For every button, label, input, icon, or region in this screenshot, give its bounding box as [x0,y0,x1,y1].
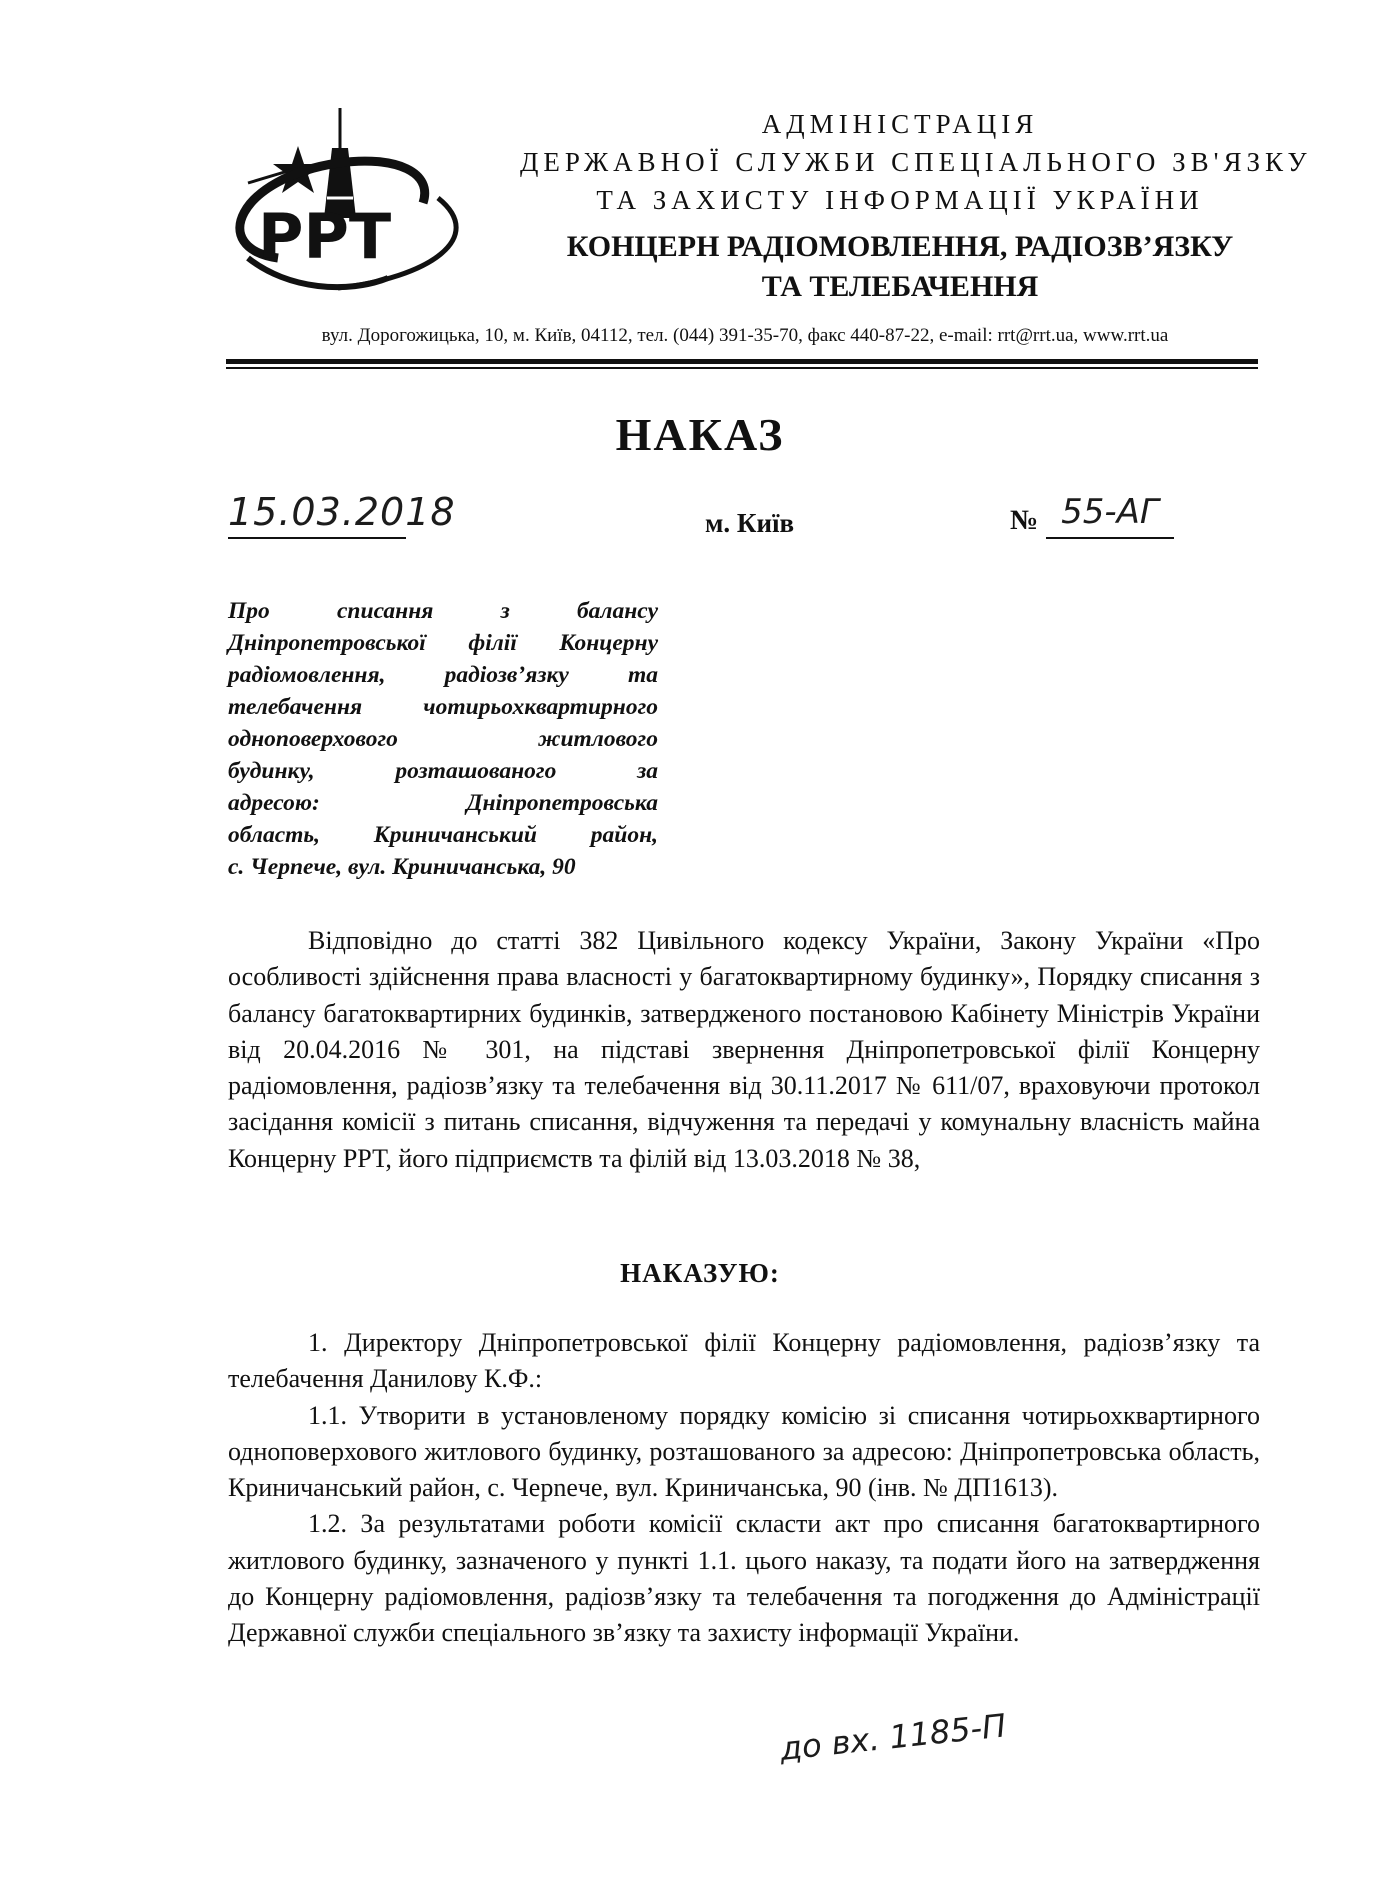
organization-header [520,105,1312,307]
subject-line: будинку, розташованого за [228,758,658,784]
subject-line: одноповерхового житлового [228,726,658,752]
order-item-1-2: 1.2. За результатами роботи комісії скласти акт про списання багатоквартирного житлового будинку, зазначеного у пункті 1.1. цього наказу, та подати його на затвердження до Концерну радіомовлення, радіозв’язку та телебачення та погодження до Адміністрації Державної служби спеціального зв’язку та захисту інформації України. [228,1509,1260,1648]
subject-line: телебачення чотирьохквартирного [228,694,658,720]
subject-line: область, Криничанський район, [228,822,658,848]
admin-line-1: АДМІНІСТРАЦІЯ [761,109,1039,139]
concern-line-2: ТА ТЕЛЕБАЧЕННЯ [761,270,1039,303]
logo-text: РРТ [258,200,392,273]
order-items [228,1325,1260,1652]
header-divider-thin [226,367,1258,369]
header-divider [226,359,1258,364]
order-subject [228,595,658,883]
order-number-label: № [1010,505,1039,536]
admin-line-3: ТА ЗАХИСТУ ІНФОРМАЦІЇ УКРАЇНИ [596,185,1204,215]
order-item-1: 1. Директору Дніпропетровської філії Концерну радіомовлення, радіозв’язку та телебачення Данилову К.Ф.: [228,1328,1260,1394]
order-item-1-1: 1.1. Утворити в установленому порядку комісію зі списання чотирьохквартирного одноповерхового житлового будинку, розташованого за адресою: Дніпропетровська область, Криничанський район, с. Черneче, вул. Криничанська, 90 (інв. № ДП1613). [228,1400,1260,1503]
order-date: 15.03.2018 [228,487,406,539]
subject-line: с. Черneче, вул. Криничанська, 90 [228,854,576,880]
subject-line: адресою: Дніпропетровська [228,790,658,816]
handwritten-registration-note: до вх. 1185-П [778,1706,1008,1768]
contacts-line: вул. Дорогожицька, 10, м. Київ, 04112, тел. (044) 391-35-70, факс 440-87-22, e-mail: rrt@rrt.ua, www.rrt.ua [321,325,1169,346]
rrt-logo [228,108,528,308]
subject-line: Про списання з балансу [228,598,658,624]
order-directive-heading: НАКАЗУЮ: [620,1258,780,1288]
order-city: м. Київ [705,508,795,538]
preamble-paragraph: Відповідно до статті 382 Цивільного кодексу України, Закону України «Про особливості здійснення права власності у багатоквартирному будинку», Порядку списання з балансу багатоквартирних будинків, затвердженого постановою Кабінету Міністрів України від 20.04.2016 № 301, на підставі звернення Дніпропетровської філії Концерну радіомовлення, радіозв’язку та телебачення від 30.11.2017 № 611/07, враховуючи протокол засідання комісії з питань списання, відчуження та передачі у комунальну власність майна Концерну РРТ, його підприємств та філій від 13.03.2018 № 38, [228,926,1260,1173]
order-number: 55-АГ [1046,487,1174,539]
order-title: НАКАЗ [615,409,785,460]
subject-line: Дніпропетровської філії Концерну [228,630,658,656]
concern-name [520,227,1280,307]
admin-line-2: ДЕРЖАВНОЇ СЛУЖБИ СПЕЦІАЛЬНОГО ЗВ'ЯЗКУ [520,147,1312,177]
subject-line: радіомовлення, радіозв’язку та [228,662,658,688]
concern-line-1: КОНЦЕРН РАДІОМОВЛЕННЯ, РАДІОЗВ’ЯЗКУ [566,230,1234,263]
order-preamble-block [228,923,1260,1177]
